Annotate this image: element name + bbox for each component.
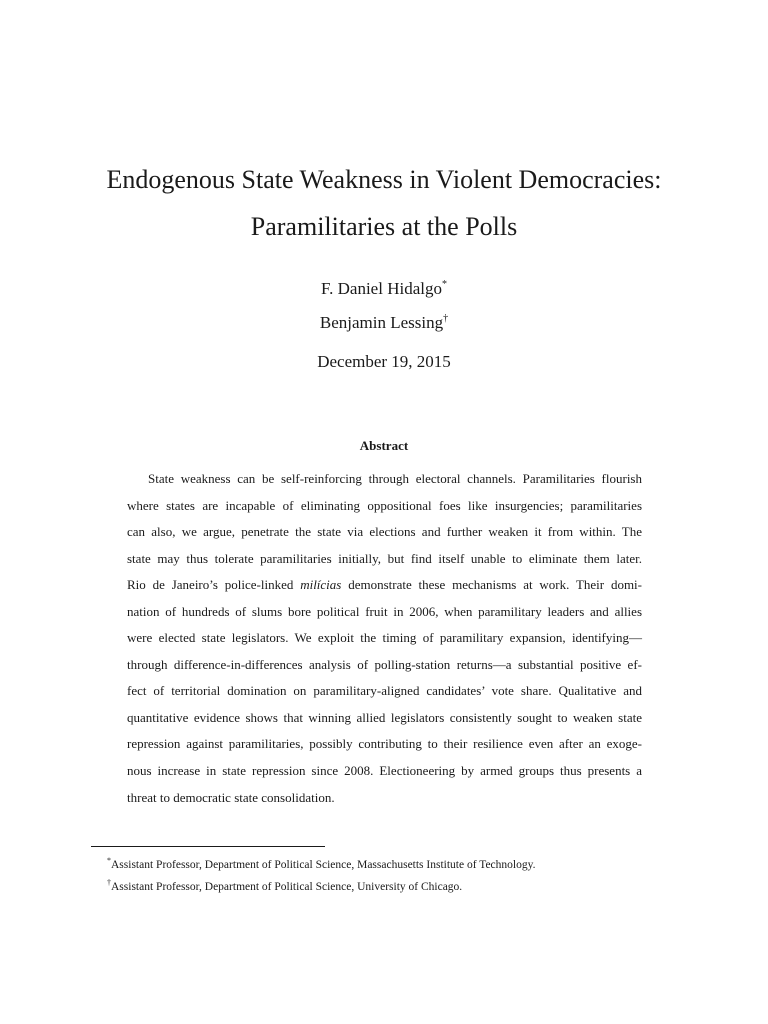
abstract-line: where states are incapable of eliminating oppositional foes like insurgencies; paramilitaries (127, 497, 642, 513)
author-name-text: Benjamin Lessing (319, 313, 444, 332)
author-name-text: F. Daniel Hidalgo (321, 279, 442, 298)
abstract-heading: Abstract (359, 438, 409, 453)
title-line-2: Paramilitaries at the Polls (250, 212, 518, 241)
abstract-line: were elected state legislators. We exploit the timing of paramilitary expansion, identifying— (127, 630, 642, 646)
abstract-line: threat to democratic state consolidation. (127, 789, 335, 805)
footnote (107, 880, 462, 894)
paper-date: December 19, 2015 (317, 352, 451, 371)
abstract-line: State weakness can be self-reinforcing through electoral channels. Paramilitaries flourish (148, 471, 642, 486)
abstract-line: can also, we argue, penetrate the state via elections and further weaken it from within. The (127, 524, 642, 540)
author-name (0, 313, 768, 333)
abstract-line: repression against paramilitaries, possibly contributing to their resilience even after an exoge- (127, 736, 642, 752)
abstract-italic-term: milícias (300, 577, 342, 593)
footnote-text: Assistant Professor, Department of Political Science, University of Chicago. (111, 881, 463, 893)
abstract-line: quantitative evidence shows that winning allied legislators consistently sought to weaken state (127, 709, 642, 725)
abstract-line (127, 572, 642, 599)
footnote-divider (91, 846, 325, 847)
title-line-1: Endogenous State Weakness in Violent Democracies: (106, 165, 662, 194)
footnote-mark: * (107, 856, 111, 865)
footnote-text: Assistant Professor, Department of Political Science, Massachusetts Institute of Technology. (111, 859, 536, 871)
abstract-text: demonstrate these mechanisms at work. Their domi- (341, 577, 643, 593)
abstract-line: fect of territorial domination on paramilitary-aligned candidates’ vote share. Qualitative and (127, 683, 642, 699)
abstract-line: state may thus tolerate paramilitaries initially, but find itself unable to eliminate them later. (127, 550, 642, 566)
abstract-line: through difference-in-differences analysis of polling-station returns—a substantial positive ef- (127, 656, 642, 672)
author-footnote-mark: † (443, 313, 449, 324)
abstract-text: Rio de Janeiro’s police-linked (127, 577, 301, 593)
author-name (0, 279, 768, 299)
abstract-line: nation of hundreds of slums bore political fruit in 2006, when paramilitary leaders and allies (127, 603, 642, 619)
author-footnote-mark: * (441, 279, 447, 290)
abstract-line: nous increase in state repression since 2008. Electioneering by armed groups thus presents a (127, 763, 642, 779)
footnote (107, 858, 535, 872)
abstract-body (127, 466, 642, 811)
footnote-mark: † (107, 878, 111, 887)
